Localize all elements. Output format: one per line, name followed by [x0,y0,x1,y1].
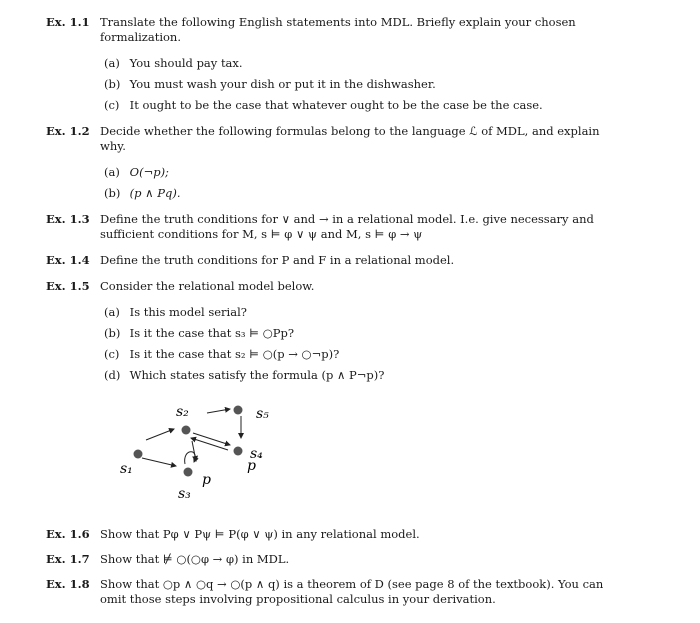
exercise-number: Ex. 1.3 [46,212,90,226]
exercise-1-8 [46,577,606,606]
exercise-text: Define the truth conditions for P and F in a relational model. [100,253,455,267]
exercise-text: Show that ⊭ ○(○φ → φ) in MDL. [100,552,290,566]
item-1-1-c: (c) It ought to be the case that whatever ought to be the case be the case. [104,98,543,112]
item-1-1-b: (b) You must wash your dish or put it in the dishwasher. [104,77,436,91]
exercise-number: Ex. 1.8 [46,577,90,591]
exercise-1-1 [46,15,606,44]
exercise-text: Decide whether the following formulas belong to the language ℒ of MDL, and explain why. [100,124,600,153]
edge-s1-s3 [142,458,176,466]
exercise-1-4 [46,253,606,268]
exercise-number: Ex. 1.2 [46,124,90,138]
exercise-1-7 [46,552,606,567]
state-s5-node [234,406,243,415]
exercise-number: Ex. 1.6 [46,527,90,541]
item-1-1-a: (a) You should pay tax. [104,56,243,70]
exercise-text: Consider the relational model below. [100,279,315,293]
state-s2-node [182,426,191,435]
item-1-5-a: (a) Is this model serial? [104,305,247,319]
state-s4-label: s₄ [250,446,263,462]
exercise-number: Ex. 1.4 [46,253,90,267]
state-s1-node [134,450,143,459]
exercise-1-3 [46,212,606,241]
s3-valuation: p [202,472,211,488]
edge-s2-s4-a [193,433,230,445]
exercise-text: Show that ○p ∧ ○q → ○(p ∧ q) is a theorem of D (see page 8 of the textbook). You can omit those steps involving propositional calculus in your derivation. [100,577,604,606]
item-1-5-d: (d) Which states satisfy the formula (p ∧ P¬p)? [104,368,385,382]
item-1-5-b: (b) Is it the case that s₃ ⊨ ○Pp? [104,326,295,340]
exercise-1-6 [46,527,606,542]
state-s5-label: s₅ [256,406,269,422]
relational-model-diagram [110,396,290,506]
exercise-text: Define the truth conditions for ∨ and → in a relational model. I.e. give necessary and sufficient conditions for M, s ⊨ φ ∨ ψ and M, s ⊨ φ → ψ [100,212,594,241]
state-s3-node [184,468,193,477]
state-s4-node [234,447,243,456]
exercise-number: Ex. 1.1 [46,15,90,29]
exercise-1-2 [46,124,606,153]
state-s1-label: s₁ [120,461,133,477]
exercise-text: Translate the following English statements into MDL. Briefly explain your chosen formalization. [100,15,576,44]
edge-s4-s2-b [191,438,228,450]
state-s3-label: s₃ [178,486,191,502]
s4-valuation: p [247,458,256,474]
exercise-text: Show that Pφ ∨ Pψ ⊨ P(φ ∨ ψ) in any relational model. [100,527,420,541]
exercise-number: Ex. 1.5 [46,279,90,293]
loop-s3 [185,452,196,464]
item-1-5-c: (c) Is it the case that s₂ ⊨ ○(p → ○¬p)? [104,347,340,361]
state-s2-label: s₂ [176,404,189,420]
edge-s2-s5 [207,409,230,413]
edge-s1-s2 [146,429,174,440]
item-1-2-a: (a) O(¬p); [104,165,169,179]
exercise-1-5 [46,279,606,294]
exercise-number: Ex. 1.7 [46,552,90,566]
item-1-2-b: (b) (p ∧ Pq). [104,186,181,200]
